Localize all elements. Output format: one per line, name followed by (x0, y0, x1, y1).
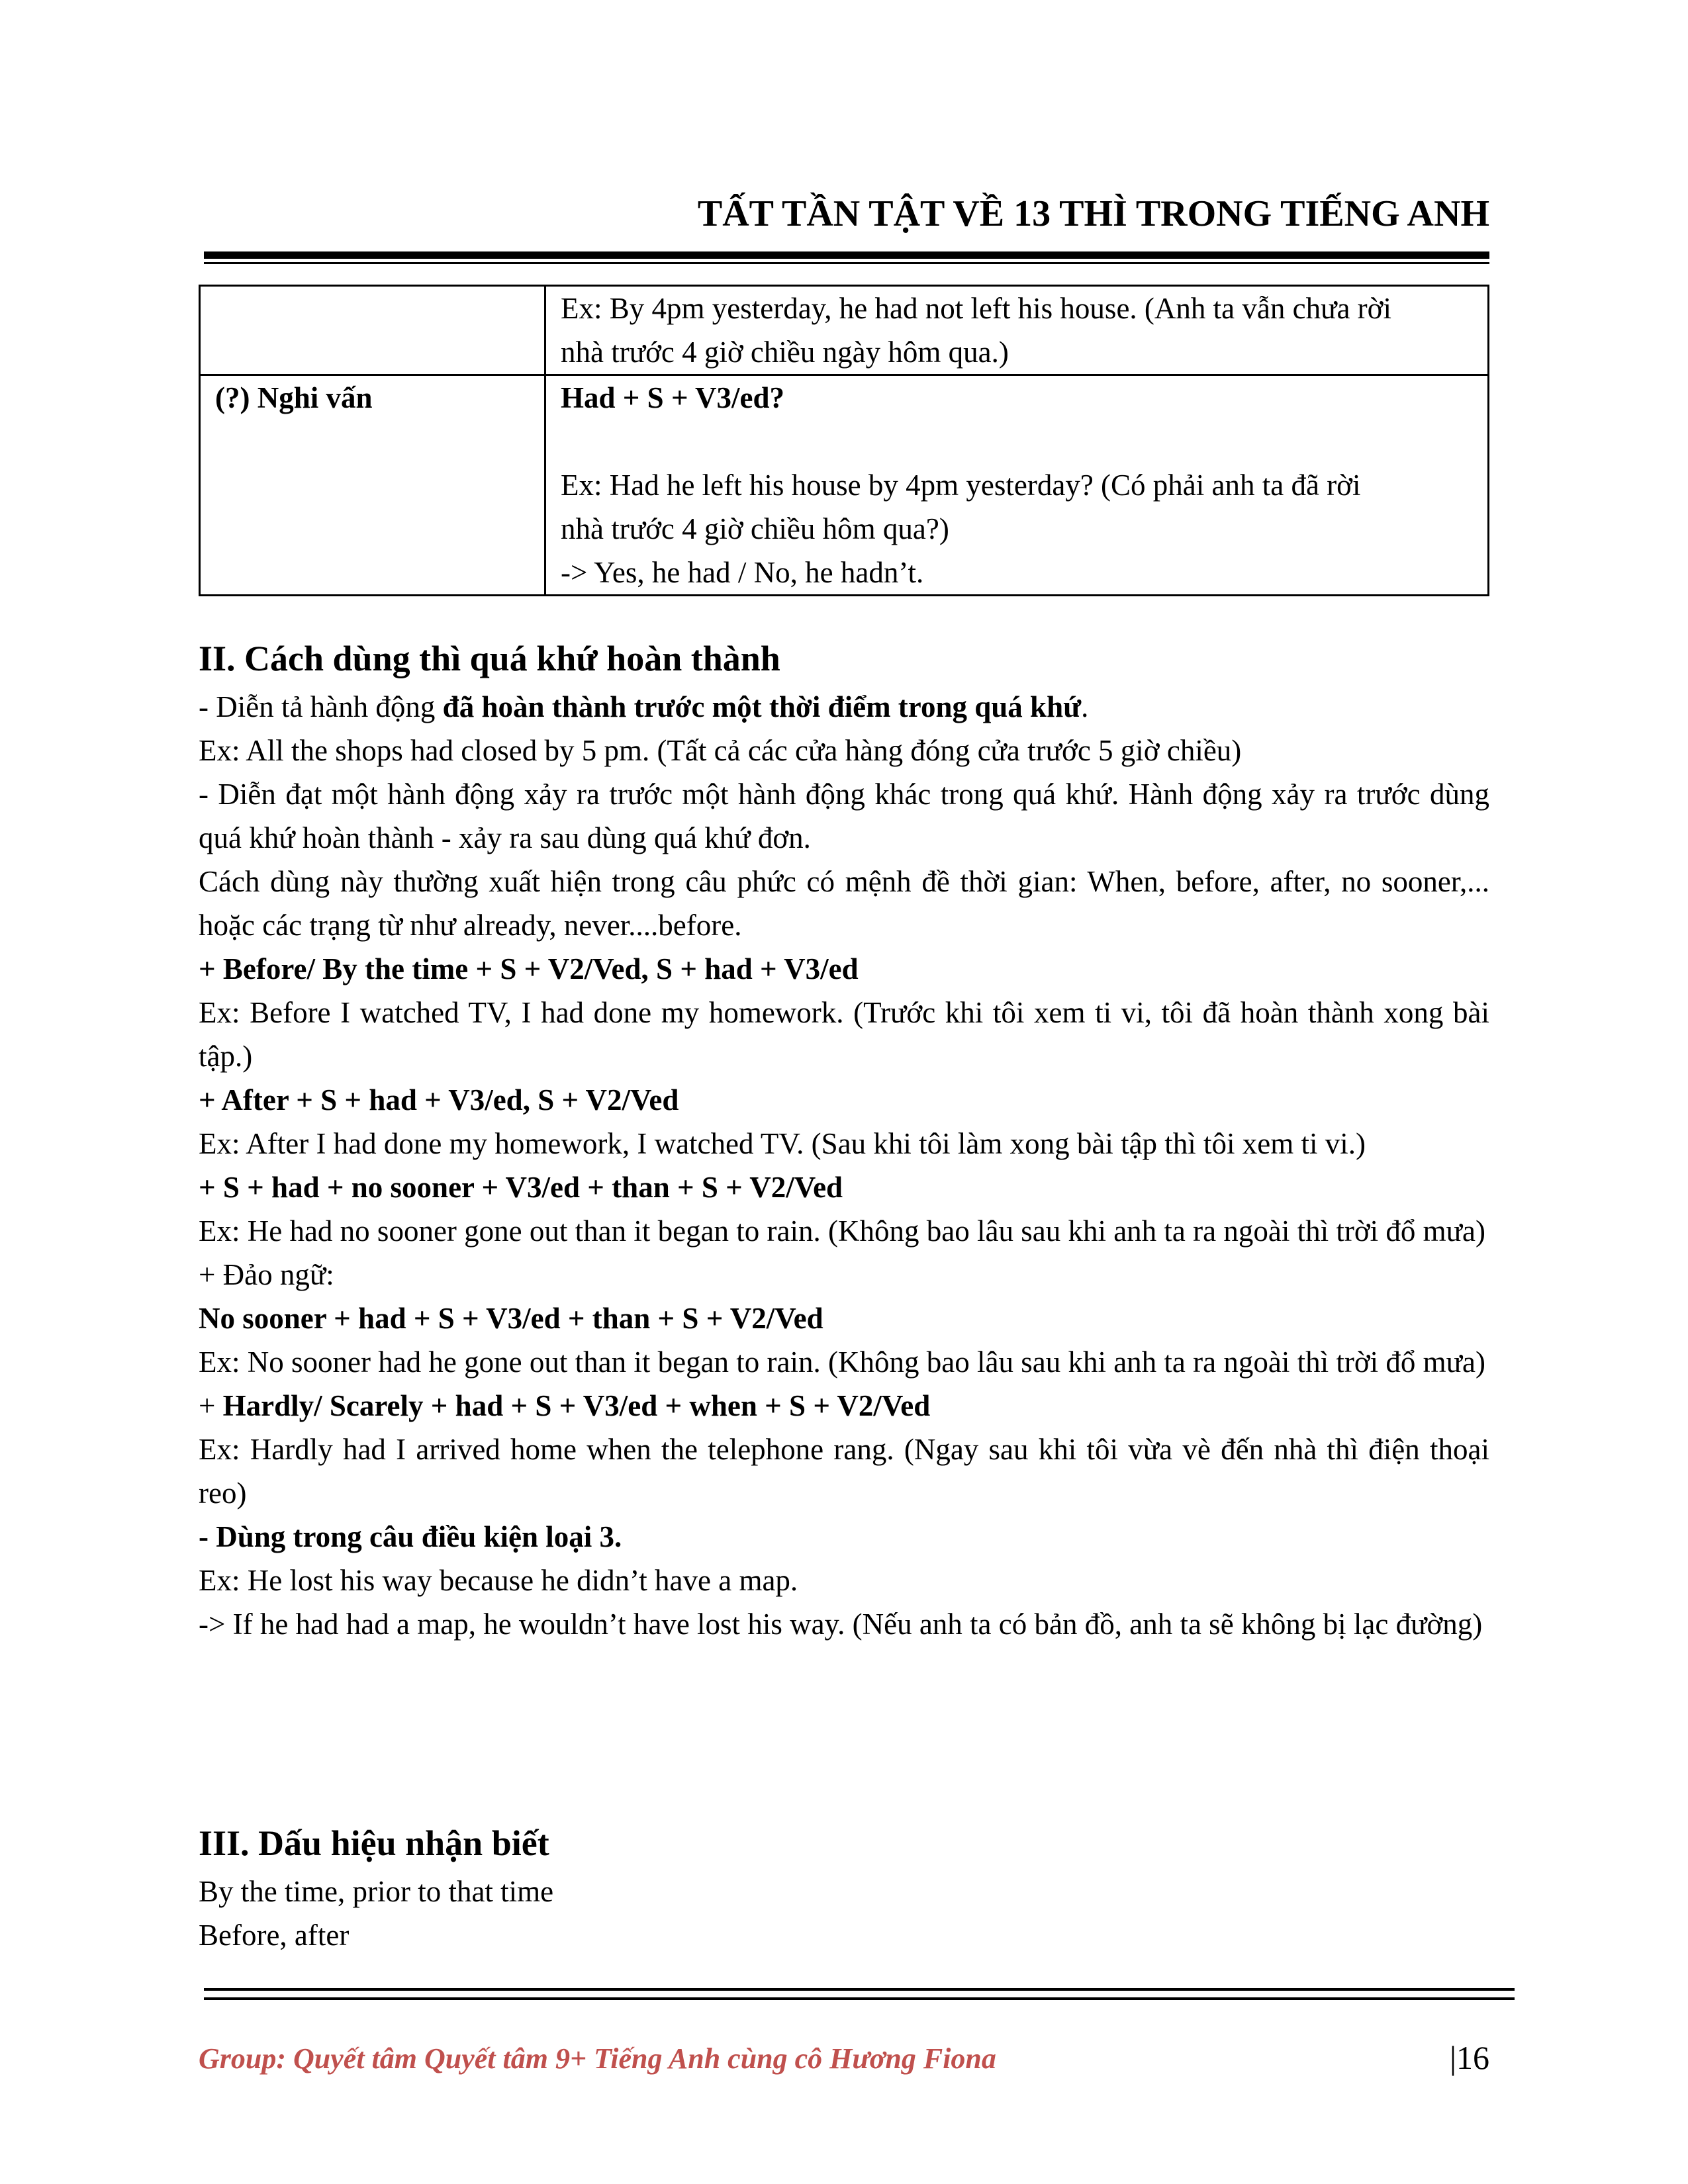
header-rule-thin (204, 262, 1489, 264)
usage-line: - Dùng trong câu điều kiện loại 3. (199, 1520, 622, 1553)
section-heading: II. Cách dùng thì quá khứ hoàn thành (199, 639, 780, 678)
example-line: Ex: No sooner had he gone out than it began to rain. (Không bao lâu sau khi anh ta ra ngoài thì trời đổ mưa) (199, 1345, 1485, 1379)
inversion-label: + Đảo ngữ: (199, 1258, 334, 1291)
example-line: Ex: All the shops had closed by 5 pm. (Tất cả các cửa hàng đóng cửa trước 5 giờ chiều) (199, 734, 1242, 767)
example-line: Ex: By 4pm yesterday, he had not left his house. (Anh ta vẫn chưa rời (561, 292, 1391, 325)
example-line: -> If he had had a map, he wouldn’t have lost his way. (Nếu anh ta có bản đồ, anh ta sẽ không bị lạc đường) (199, 1608, 1483, 1641)
page-number: |16 (1449, 2039, 1489, 2076)
table-cell-label (200, 286, 545, 375)
table-cell-content (545, 286, 1489, 375)
usage-note: Cách dùng này thường xuất hiện trong câu phức có mệnh đề thời gian: When, before, after, no sooner,... hoặc các trạng từ như already, never....before. (199, 865, 1489, 942)
example-line: Ex: He had no sooner gone out than it began to rain. (Không bao lâu sau khi anh ta ra ngoài thì trời đổ mưa) (199, 1214, 1485, 1248)
formula: + S + had + no sooner + V3/ed + than + S + V2/Ved (199, 1171, 843, 1204)
syntax-table (199, 285, 1489, 596)
footer-rule (204, 1997, 1515, 2000)
table-cell-label: (?) Nghi vấn (200, 375, 545, 596)
example-line: Ex: Hardly had I arrived home when the telephone rang. (Ngay sau khi tôi vừa vè đến nhà thì điện thoại reo) (199, 1433, 1489, 1510)
formula-prefix: + (199, 1389, 223, 1422)
example-line: nhà trước 4 giờ chiều ngày hôm qua.) (561, 336, 1009, 369)
header-rule (204, 251, 1489, 259)
table-cell-content (545, 375, 1489, 596)
table-row (200, 375, 1489, 596)
example-line: Ex: Before I watched TV, I had done my homework. (Trước khi tôi xem ti vi, tôi đã hoàn thành xong bài tập.) (199, 996, 1489, 1073)
example-line: nhà trước 4 giờ chiều hôm qua?) (561, 512, 949, 545)
section-heading: III. Dấu hiệu nhận biết (199, 1823, 549, 1863)
usage-text: . (1081, 690, 1089, 723)
formula: No sooner + had + S + V3/ed + than + S + V2/Ved (199, 1302, 823, 1335)
section-signs (199, 1817, 1489, 1957)
footer-rule (204, 1988, 1515, 1991)
formula: Hardly/ Scarely + had + S + V3/ed + when + S + V2/Ved (222, 1389, 931, 1422)
table-row (200, 286, 1489, 375)
section-usage (199, 632, 1489, 1646)
example-answer: -> Yes, he had / No, he hadn’t. (561, 556, 924, 589)
formula: Had + S + V3/ed? (561, 381, 785, 414)
example-line: Ex: After I had done my homework, I watched TV. (Sau khi tôi làm xong bài tập thì tôi xem ti vi.) (199, 1127, 1366, 1160)
page-title: TẤT TẦN TẬT VỀ 13 THÌ TRONG TIẾNG ANH (697, 193, 1489, 234)
sign-line: Before, after (199, 1919, 350, 1952)
example-line: Ex: Had he left his house by 4pm yesterday? (Có phải anh ta đã rời (561, 469, 1361, 502)
footer-group-name: Group: Quyết tâm Quyết tâm 9+ Tiếng Anh cùng cô Hương Fiona (199, 2042, 996, 2075)
usage-text: - Diễn tả hành động (199, 690, 443, 723)
sign-line: By the time, prior to that time (199, 1875, 554, 1908)
formula: + After + S + had + V3/ed, S + V2/Ved (199, 1083, 679, 1116)
example-line: Ex: He lost his way because he didn’t have a map. (199, 1564, 798, 1597)
usage-line (199, 685, 1489, 729)
usage-emphasis: đã hoàn thành trước một thời điểm trong quá khứ (442, 690, 1082, 723)
usage-line: - Diễn đạt một hành động xảy ra trước một hành động khác trong quá khứ. Hành động xảy ra trước dùng quá khứ hoàn thành - xảy ra sau dùng quá khứ đơn. (199, 778, 1489, 854)
formula-line (199, 1384, 1489, 1428)
formula: + Before/ By the time + S + V2/Ved, S + had + V3/ed (199, 952, 859, 985)
